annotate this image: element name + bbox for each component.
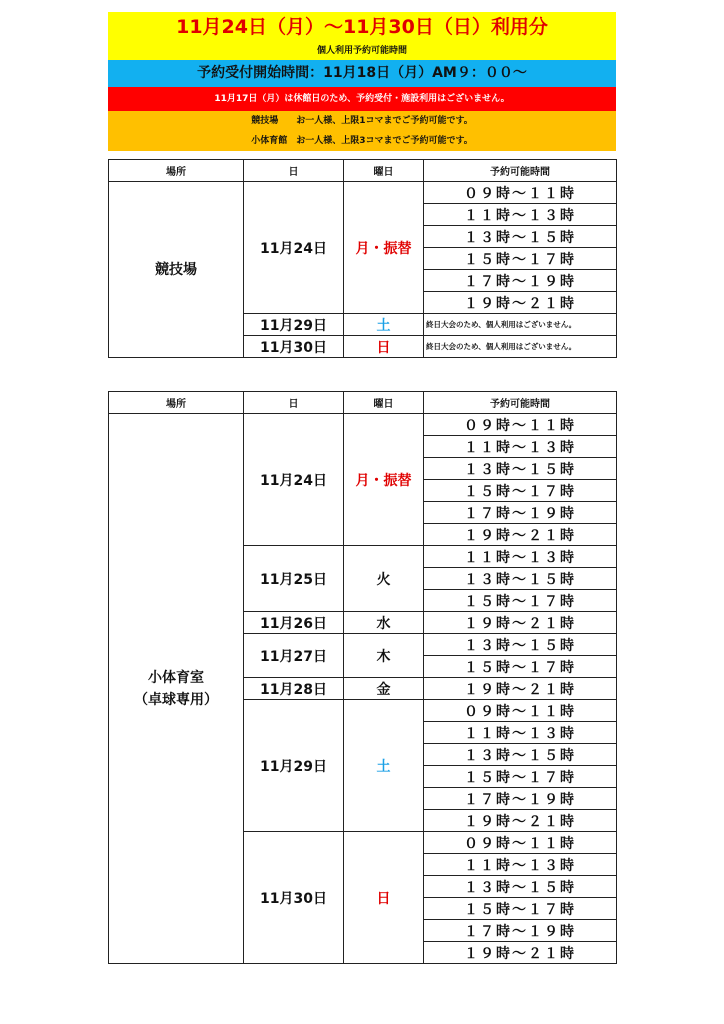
schedule-title: 11月24日（月）～11月30日（日）利用分 xyxy=(108,12,616,42)
place-cell xyxy=(109,414,244,964)
weekday-cell: 金 xyxy=(344,678,424,700)
time-slot: １５時～１７時 xyxy=(424,656,617,678)
weekday-cell: 月・振替 xyxy=(344,414,424,546)
time-slot: １９時～２１時 xyxy=(424,942,617,964)
header-place: 場所 xyxy=(109,392,244,414)
header-place: 場所 xyxy=(109,160,244,182)
time-slot: １５時～１７時 xyxy=(424,898,617,920)
header-date: 日 xyxy=(244,160,344,182)
weekday-cell: 土 xyxy=(344,700,424,832)
weekday-cell: 日 xyxy=(344,832,424,964)
gym-schedule-table xyxy=(108,391,617,964)
time-slot: １１時～１３時 xyxy=(424,722,617,744)
time-slot: １３時～１５時 xyxy=(424,744,617,766)
weekday-cell: 月・振替 xyxy=(344,182,424,314)
limit-gym: 小体育館 お一人様、上限3コマまでご予約可能です。 xyxy=(251,136,473,146)
reservation-start-banner: 予約受付開始時間：11月18日（月）AM９：００～ xyxy=(108,60,616,87)
place-name: 小体育室 xyxy=(148,669,204,686)
date-cell: 11月26日 xyxy=(244,612,344,634)
place-cell: 競技場 xyxy=(109,182,244,358)
time-slot: １９時～２１時 xyxy=(424,524,617,546)
time-slot: １１時～１３時 xyxy=(424,854,617,876)
weekday-cell: 木 xyxy=(344,634,424,678)
time-slot: １３時～１５時 xyxy=(424,458,617,480)
time-slot: １９時～２１時 xyxy=(424,612,617,634)
closed-day-notice: 11月17日（月）は休館日のため、予約受付・施設利用はございません。 xyxy=(108,87,616,111)
date-cell: 11月24日 xyxy=(244,414,344,546)
time-slot: １５時～１７時 xyxy=(424,590,617,612)
date-cell: 11月28日 xyxy=(244,678,344,700)
time-slot: １７時～１９時 xyxy=(424,502,617,524)
schedule-subtitle: 個人利用予約可能時間 xyxy=(108,42,616,60)
table-row xyxy=(109,414,617,436)
time-slot: １３時～１５時 xyxy=(424,634,617,656)
header-date: 日 xyxy=(244,392,344,414)
weekday-cell: 水 xyxy=(344,612,424,634)
weekday-cell: 火 xyxy=(344,546,424,612)
time-slot: ０９時～１１時 xyxy=(424,182,617,204)
date-cell: 11月27日 xyxy=(244,634,344,678)
header-time: 予約可能時間 xyxy=(424,160,617,182)
time-slot: １７時～１９時 xyxy=(424,270,617,292)
date-cell: 11月25日 xyxy=(244,546,344,612)
place-note: （卓球専用） xyxy=(134,691,218,708)
weekday-cell: 日 xyxy=(344,336,424,358)
date-cell: 11月24日 xyxy=(244,182,344,314)
time-slot: １３時～１５時 xyxy=(424,568,617,590)
time-slot: ０９時～１１時 xyxy=(424,700,617,722)
time-slot: １９時～２１時 xyxy=(424,810,617,832)
time-slot: １９時～２１時 xyxy=(424,678,617,700)
time-slot: １１時～１３時 xyxy=(424,546,617,568)
reservation-limits xyxy=(108,111,616,151)
table-row xyxy=(109,182,617,204)
time-slot: １３時～１５時 xyxy=(424,226,617,248)
limit-stadium: 競技場 お一人様、上限1コマまでご予約可能です。 xyxy=(251,116,473,126)
no-availability-note: 終日大会のため、個人利用はございません。 xyxy=(424,314,617,336)
time-slot: １９時～２１時 xyxy=(424,292,617,314)
time-slot: １１時～１３時 xyxy=(424,436,617,458)
weekday-cell: 土 xyxy=(344,314,424,336)
date-cell: 11月30日 xyxy=(244,336,344,358)
time-slot: １７時～１９時 xyxy=(424,920,617,942)
stadium-schedule-table xyxy=(108,159,617,358)
time-slot: ０９時～１１時 xyxy=(424,832,617,854)
table-header-row xyxy=(109,160,617,182)
time-slot: １５時～１７時 xyxy=(424,766,617,788)
time-slot: １１時～１３時 xyxy=(424,204,617,226)
time-slot: １５時～１７時 xyxy=(424,480,617,502)
header-weekday: 曜日 xyxy=(344,392,424,414)
time-slot: １３時～１５時 xyxy=(424,876,617,898)
header-weekday: 曜日 xyxy=(344,160,424,182)
table-header-row xyxy=(109,392,617,414)
header-time: 予約可能時間 xyxy=(424,392,617,414)
time-slot: １７時～１９時 xyxy=(424,788,617,810)
date-cell: 11月30日 xyxy=(244,832,344,964)
time-slot: １５時～１７時 xyxy=(424,248,617,270)
time-slot: ０９時～１１時 xyxy=(424,414,617,436)
no-availability-note: 終日大会のため、個人利用はございません。 xyxy=(424,336,617,358)
date-cell: 11月29日 xyxy=(244,700,344,832)
date-cell: 11月29日 xyxy=(244,314,344,336)
